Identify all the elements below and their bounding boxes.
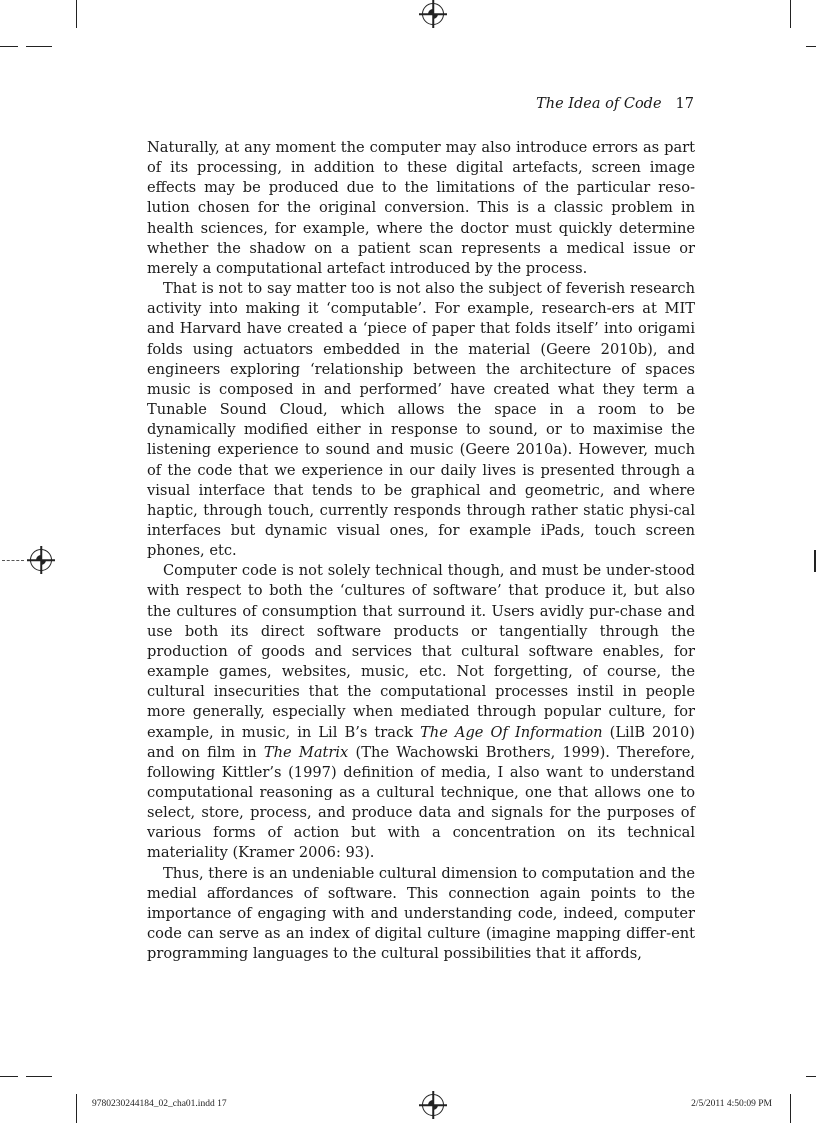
registration-mark-left-icon (30, 549, 52, 571)
paragraph-3-part-b: (LilB 2010) and on film in (147, 723, 696, 761)
registration-mark-bottom-icon (422, 1094, 444, 1116)
paragraph-1: Naturally, at any moment the computer may also introduce errors as part of its processing, in addition to these digital artefacts, screen image effects may be produced due to the limitations of the particular reso-lution chosen for the original conversion. This is a classic problem in health sciences, for example, where the doctor must quickly determine whether the shadow on a patient scan represents a medical issue or merely a computational artefact introduced by the process. (147, 139, 695, 277)
footer-file-slug: 9780230244184_02_cha01.indd 17 (92, 1099, 227, 1109)
crop-mark-bottom-right (790, 1094, 791, 1123)
track-title: The Age Of Information (420, 723, 603, 741)
crop-mark-top-right (790, 0, 791, 28)
crop-mark-top-left (76, 0, 77, 28)
crop-mark-bottom-left (76, 1094, 77, 1123)
paragraph-2: That is not to say matter too is not also the subject of feverish research activity into making it ‘computable’. For example, research-ers at MIT and Harvard have created a ‘piece of paper that folds itself’ into origami folds using actuators embedded in the material (Geere 2010b), and engineers exploring ‘relationship between the architecture of spaces music is composed in and performed’ have created what they term a Tunable Sound Cloud, which allows the space in a room to be dynamically modified either in response to sound, or to maximise the listening experience to sound and music (Geere 2010a). However, much of the code that we experience in our daily lives is presented through a visual interface that tends to be graphical and geometric, and where haptic, through touch, currently responds through rather static physi-cal interfaces but dynamic visual ones, for example iPads, touch screen phones, etc. (147, 280, 695, 560)
body-text (147, 138, 695, 964)
crop-mark-left-bottom-2 (26, 1076, 52, 1077)
film-title: The Matrix (263, 743, 349, 761)
crop-mark-left-bottom (0, 1076, 18, 1077)
left-edge-dash (2, 560, 24, 561)
footer-timestamp: 2/5/2011 4:50:09 PM (691, 1099, 772, 1109)
crop-mark-left-top (0, 46, 18, 47)
crop-mark-right-top (806, 46, 816, 47)
paragraph-3 (147, 561, 695, 863)
crop-mark-left-top-2 (26, 46, 52, 47)
running-head-title: The Idea of Code (536, 96, 662, 112)
page-number: 17 (675, 96, 694, 112)
paragraph-3-part-a: Computer code is not solely technical though, and must be under-stood with respect to both the ‘cultures of software’ that produce it, but also the cultures of consumption that surround it. Users avidly pur-chase and use both its direct software products or tangentially through the production of goods and services that cultural software enables, for example games, websites, music, etc. Not forgetting, of course, the cultural insecurities that the computational processes instil in people more generally, especially when mediated through popular culture, for example, in music, in Lil B’s track (147, 562, 695, 741)
paragraph-3-part-c: (The Wachowski Brothers, 1999). Therefore, following Kittler’s (1997) definition of media, I also want to understand computational reasoning as a cultural technique, one that allows one to select, store, process, and produce data and signals for the purposes of various forms of action but with a concentration on its technical materiality (Kramer 2006: 93). (147, 743, 695, 862)
crop-mark-right-bottom (806, 1076, 816, 1077)
paragraph-4: Thus, there is an undeniable cultural dimension to computation and the medial affordances of software. This connection again points to the importance of engaging with and understanding code, indeed, computer code can serve as an index of digital culture (imagine mapping differ-ent programming languages to the cultural possibilities that it affords, (147, 864, 695, 963)
registration-mark-top-icon (422, 3, 444, 25)
running-head (536, 96, 694, 112)
